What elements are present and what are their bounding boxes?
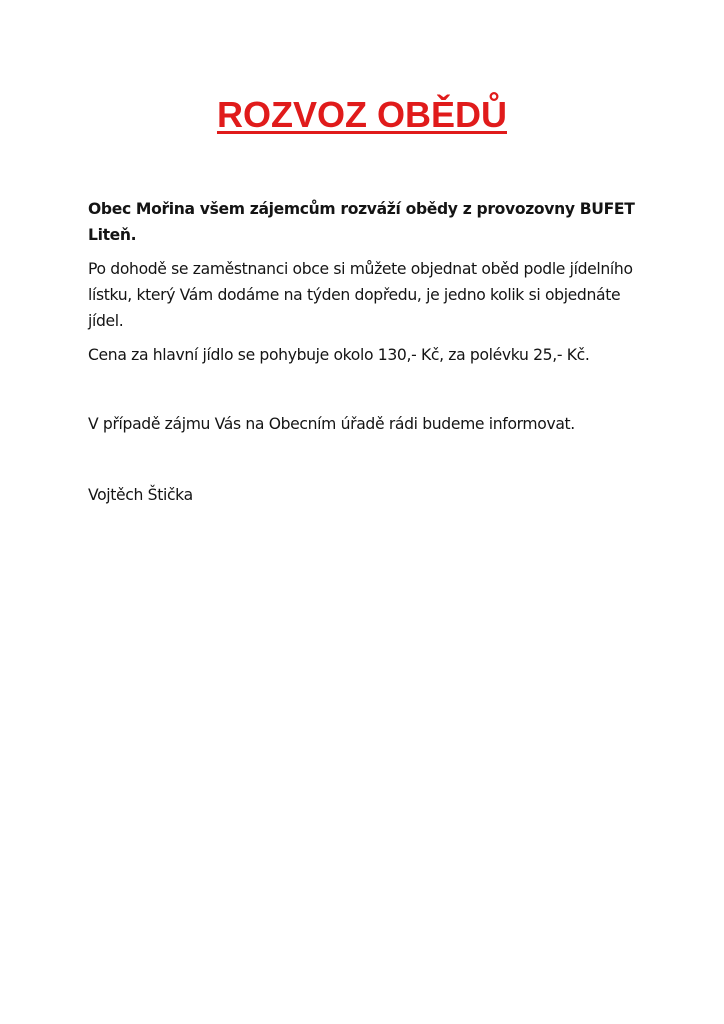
ordering-paragraph: Po dohodě se zaměstnanci obce si můžete objednat oběd podle jídelního lístku, který Vám dodáme na týden dopředu, je jedno kolik si objednáte jídel.	[88, 260, 633, 330]
intro-paragraph: Obec Mořina všem zájemcům rozváží obědy z provozovny BUFET Liteň.	[88, 200, 635, 244]
page-title	[0, 93, 724, 137]
info-paragraph: V případě zájmu Vás na Obecním úřadě rádi budeme informovat.	[88, 415, 575, 433]
price-paragraph: Cena za hlavní jídlo se pohybuje okolo 130,- Kč, za polévku 25,- Kč.	[88, 346, 590, 364]
title-text: ROZVOZ OBĚDŮ	[216, 94, 507, 135]
signature: Vojtěch Štička	[88, 486, 193, 504]
